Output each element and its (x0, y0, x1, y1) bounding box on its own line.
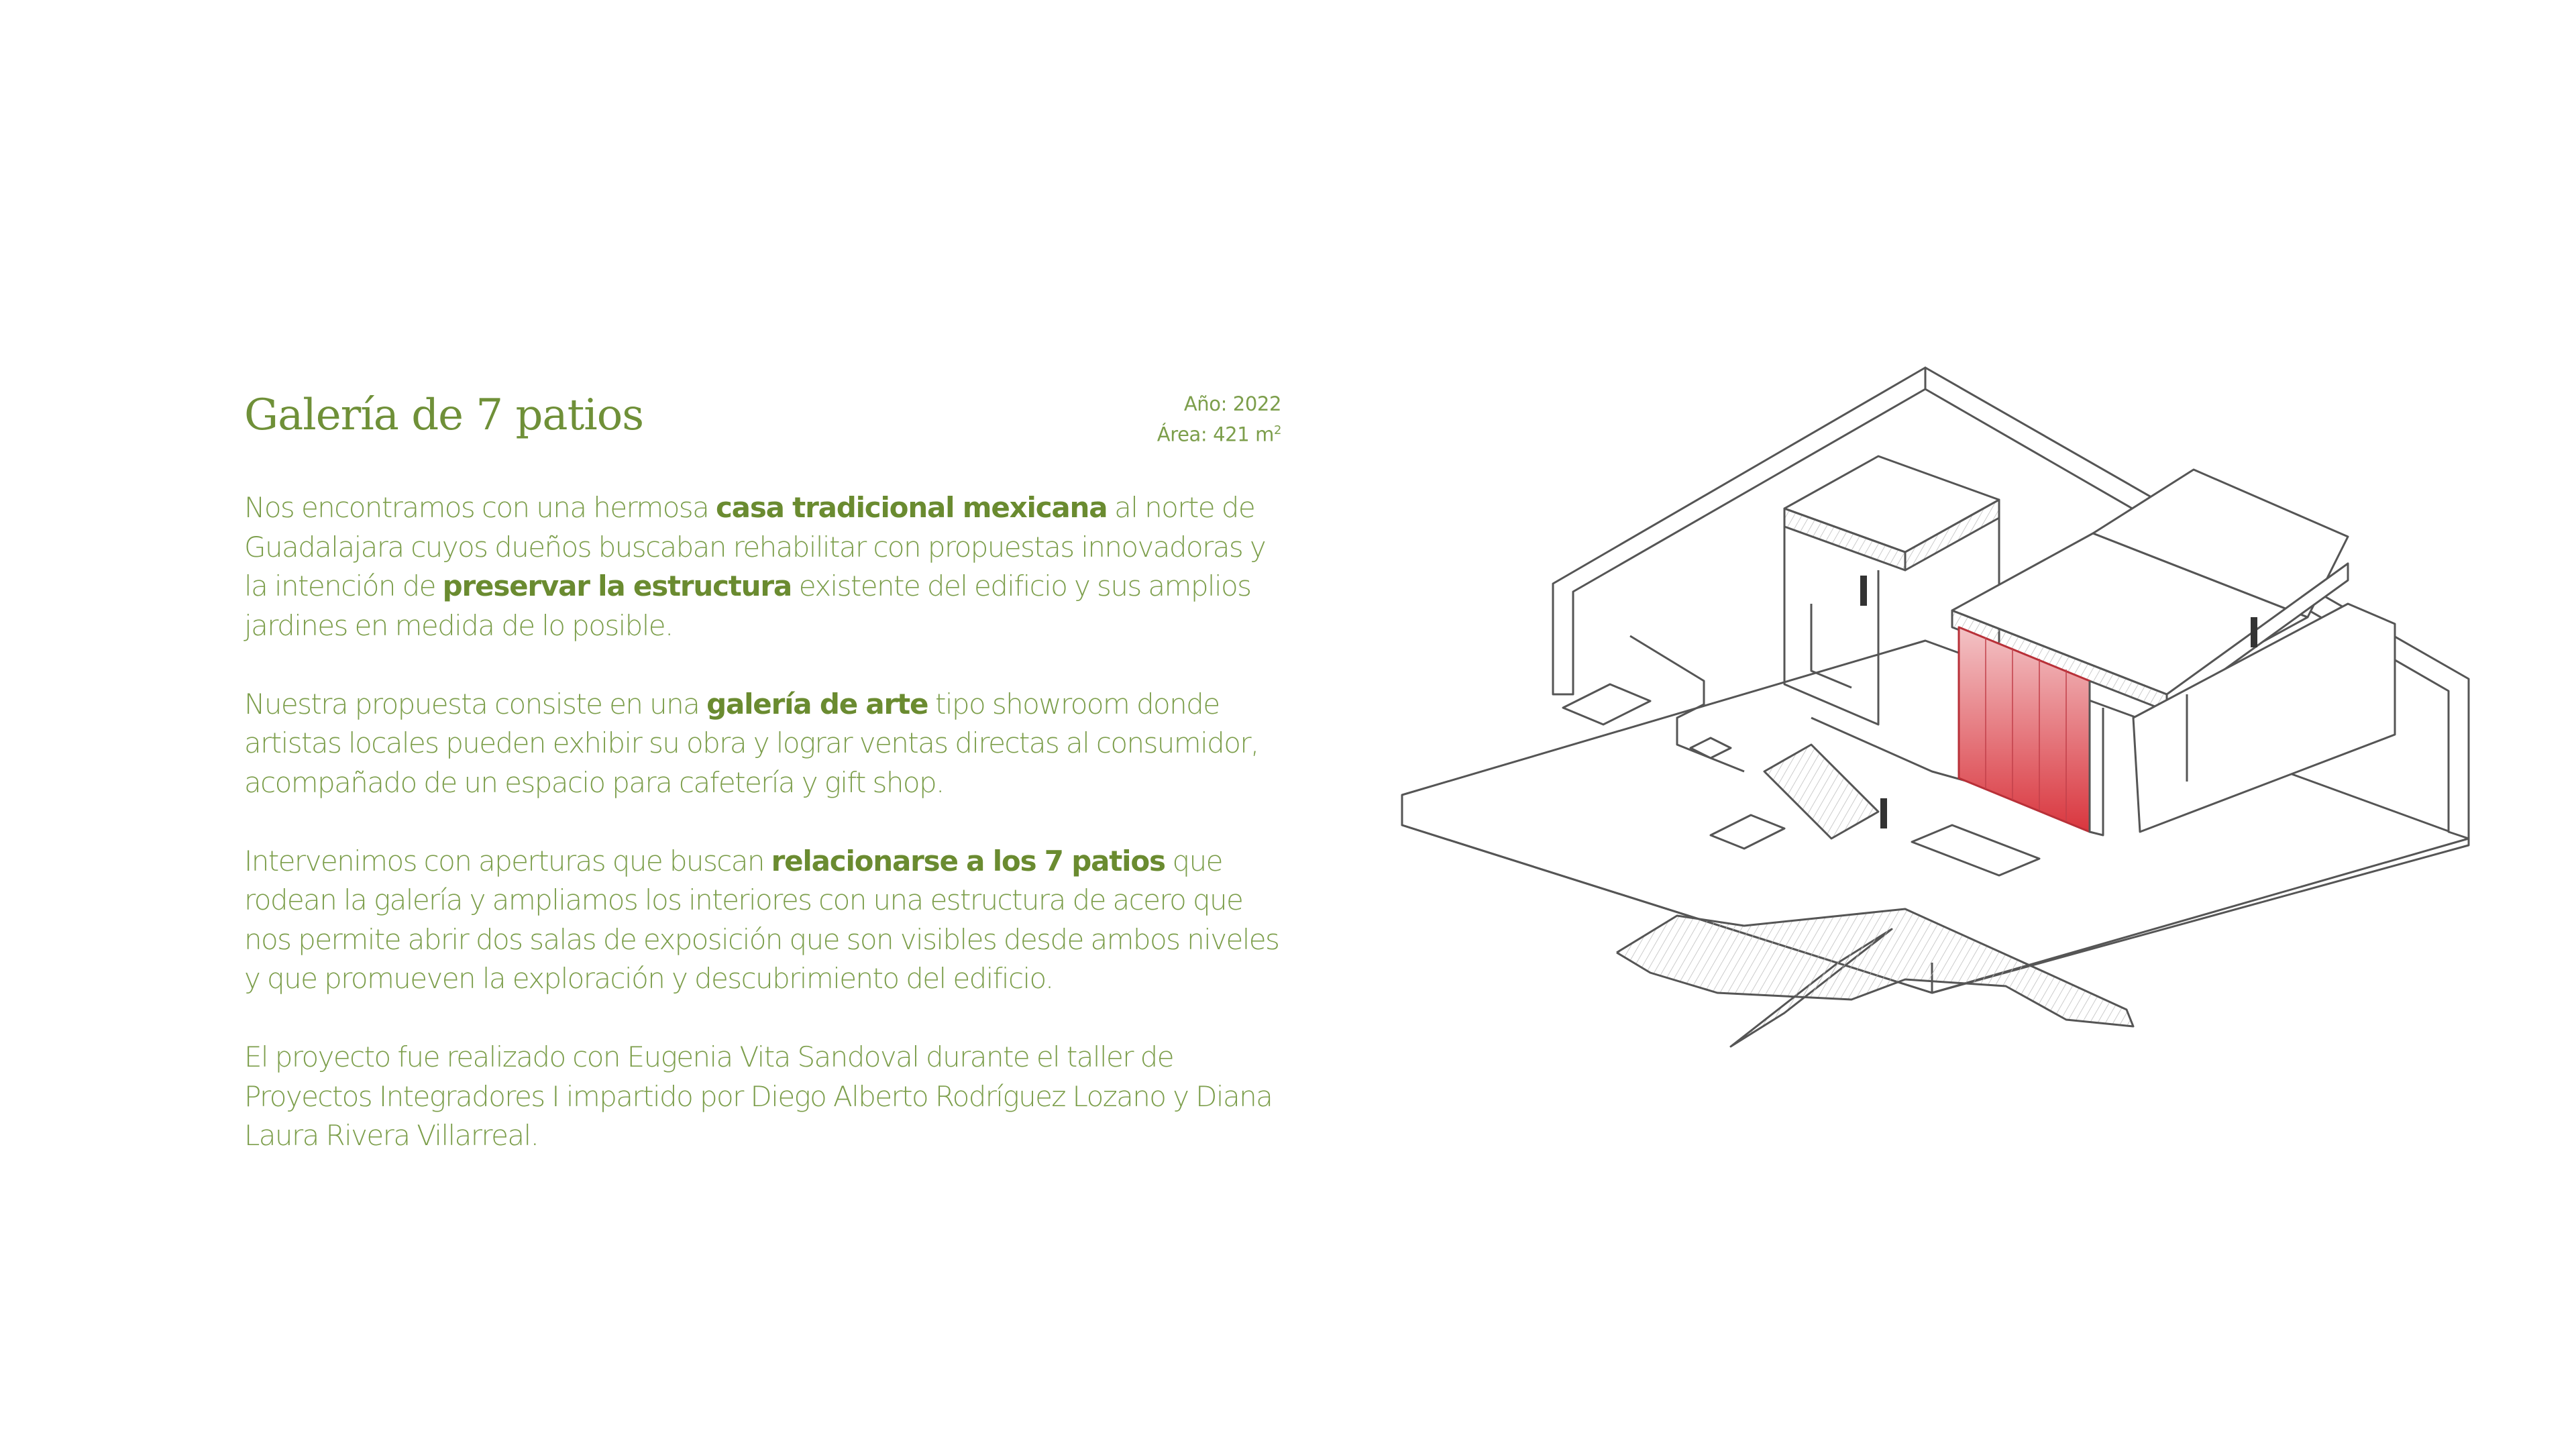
paragraph-2-highlight: galería de arte (706, 687, 928, 720)
page-title: Galería de 7 patios (244, 390, 644, 440)
area-unit-superscript: 2 (1273, 423, 1281, 437)
paragraph-1-text-b: al norte de Guadalajara cuyos dueños buscaban rehabilitar con propuestas innovadoras y la intención de (244, 491, 1266, 602)
paragraph-1-text-c: existente del edificio y sus amplios jardines en medida de lo posible. (244, 570, 1251, 642)
paragraph-1-highlight-b: preservar la estructura (442, 570, 792, 602)
paragraph-1-text-a: Nos encontramos con una hermosa (244, 491, 716, 524)
person-figure (1880, 798, 1887, 828)
paragraph-2-text-a: Nuestra propuesta consiste en una (244, 687, 707, 720)
paragraph-4 (244, 1038, 1291, 1156)
person-figure (1860, 576, 1867, 606)
paragraph-1 (244, 488, 1291, 645)
paragraph-4-text: El proyecto fue realizado con Eugenia Vita Sandoval durante el taller de Proyectos Integradores I impartido por Diego Alberto Rodríguez Lozano y Diana Laura Rivera Villarreal. (244, 1040, 1273, 1152)
paragraph-3-text-b: que rodean la galería y ampliamos los interiores con una estructura de acero que nos permite abrir dos salas de exposición que son visibles desde ambos niveles y que promueven la exploración y descubrimiento del edificio. (244, 844, 1279, 995)
project-area-label: Área: 421 m (1157, 423, 1274, 446)
project-meta (1073, 391, 1281, 448)
project-area (1073, 417, 1281, 448)
paragraph-2-text-b: tipo showroom donde artistas locales pueden exhibir su obra y lograr ventas directas al consumidor, acompañado de un espacio para cafetería y gift shop. (244, 687, 1258, 799)
project-year: Año: 2022 (1183, 392, 1281, 415)
paragraph-3-highlight: relacionarse a los 7 patios (771, 844, 1165, 877)
paragraph-2 (244, 685, 1291, 803)
paragraph-3 (244, 842, 1291, 999)
person-figure (2251, 617, 2257, 647)
project-description (244, 488, 1291, 1195)
paragraph-1-highlight-a: casa tradicional mexicana (715, 491, 1108, 524)
paragraph-3-text-a: Intervenimos con aperturas que buscan (244, 844, 771, 877)
isometric-building-drawing-icon (1382, 356, 2496, 1080)
